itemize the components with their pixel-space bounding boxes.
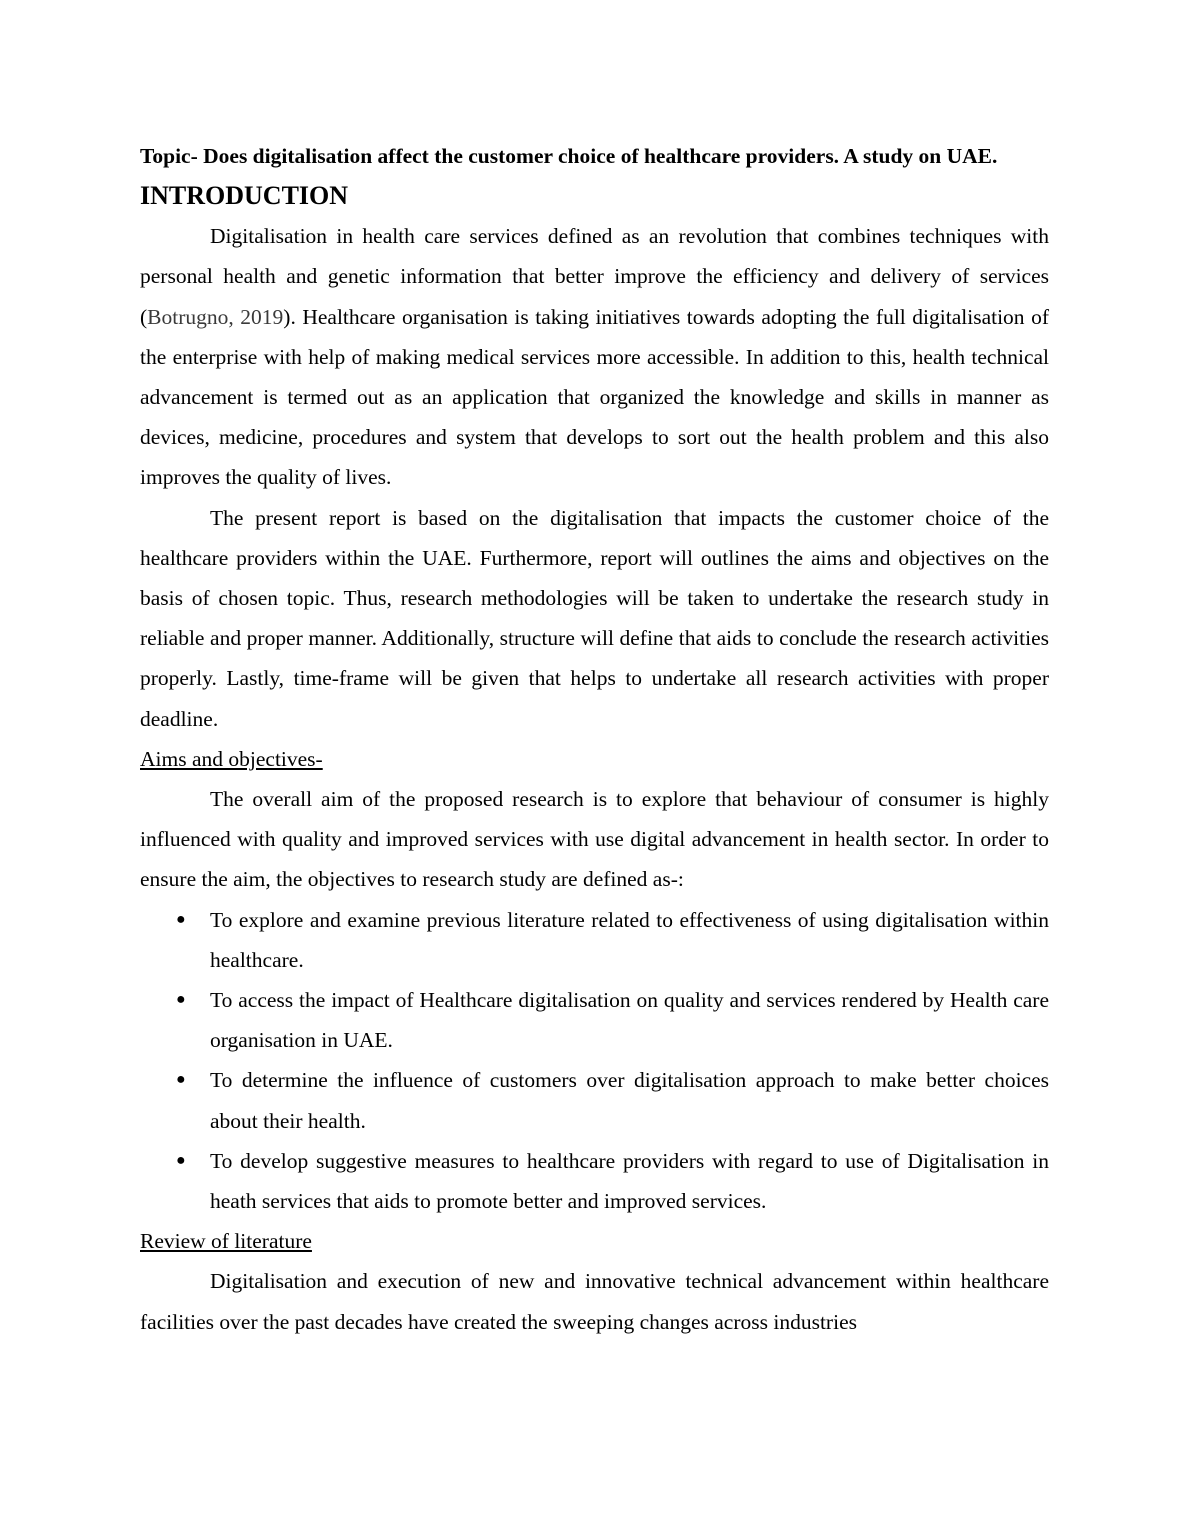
bullet-icon: ● — [176, 1151, 186, 1169]
bullet-icon: ● — [176, 910, 186, 928]
topic-title: Topic- Does digitalisation affect the customer choice of healthcare providers. A study on UAE. — [140, 144, 998, 168]
intro-paragraph-1 — [140, 216, 1049, 497]
bullet-icon: ● — [176, 1071, 186, 1089]
review-paragraph: Digitalisation and execution of new and innovative technical advancement within healthcare facilities over the past decades have created the sweeping changes across industries — [140, 1269, 1049, 1334]
objective-text: To develop suggestive measures to healthcare providers with regard to use of Digitalisation in heath services that aids to promote better and improved services. — [210, 1148, 1049, 1214]
intro-paragraph-2: The present report is based on the digitalisation that impacts the customer choice of the healthcare providers within the UAE. Furthermore, report will outlines the aims and objectives on the basis of chosen topic. Thus, research methodologies will be taken to undertake the research study in reliable and proper manner. Additionally, structure will define that aids to conclude the research activities properly. Lastly, time-frame will be given that helps to undertake all research activities with proper deadline. — [140, 505, 1049, 731]
objective-text: To access the impact of Healthcare digitalisation on quality and services rendered by Health care organisation in UAE. — [210, 988, 1049, 1053]
bullet-icon: ● — [176, 991, 186, 1009]
intro-p1-text-after: ). Healthcare organisation is taking initiatives towards adopting the full digitalisation of the enterprise with help of making medical services more accessible. In addition to this, health technical advancement is termed out as an application that organized the knowledge and skills in manner as devices, medicine, procedures and system that develops to sort out the health problem and this also improves the quality of lives. — [140, 304, 1049, 490]
introduction-heading: INTRODUCTION — [140, 181, 349, 211]
citation-botrugno: Botrugno, 2019 — [147, 304, 284, 329]
aims-heading: Aims and objectives- — [140, 746, 323, 771]
objective-item — [140, 980, 1049, 1060]
intro-p1-text-before: Digitalisation in health care services defined as an revolution that combines techniques with personal health and genetic information that better improve the efficiency and delivery of services ( — [140, 224, 1049, 329]
objective-item — [140, 1060, 1049, 1140]
objective-text: To explore and examine previous literature related to effectiveness of using digitalisation within healthcare. — [210, 907, 1049, 972]
review-heading: Review of literature — [140, 1229, 312, 1254]
objective-text: To determine the influence of customers over digitalisation approach to make better choices about their health. — [210, 1068, 1049, 1133]
objective-item — [140, 1141, 1049, 1221]
aims-paragraph: The overall aim of the proposed research is to explore that behaviour of consumer is highly influenced with quality and improved services with use digital advancement in health sector. In order to ensure the aim, the objectives to research study are defined as-: — [140, 787, 1049, 892]
objectives-list — [140, 900, 1049, 1222]
objective-item — [140, 900, 1049, 980]
document-page — [140, 136, 1049, 1342]
